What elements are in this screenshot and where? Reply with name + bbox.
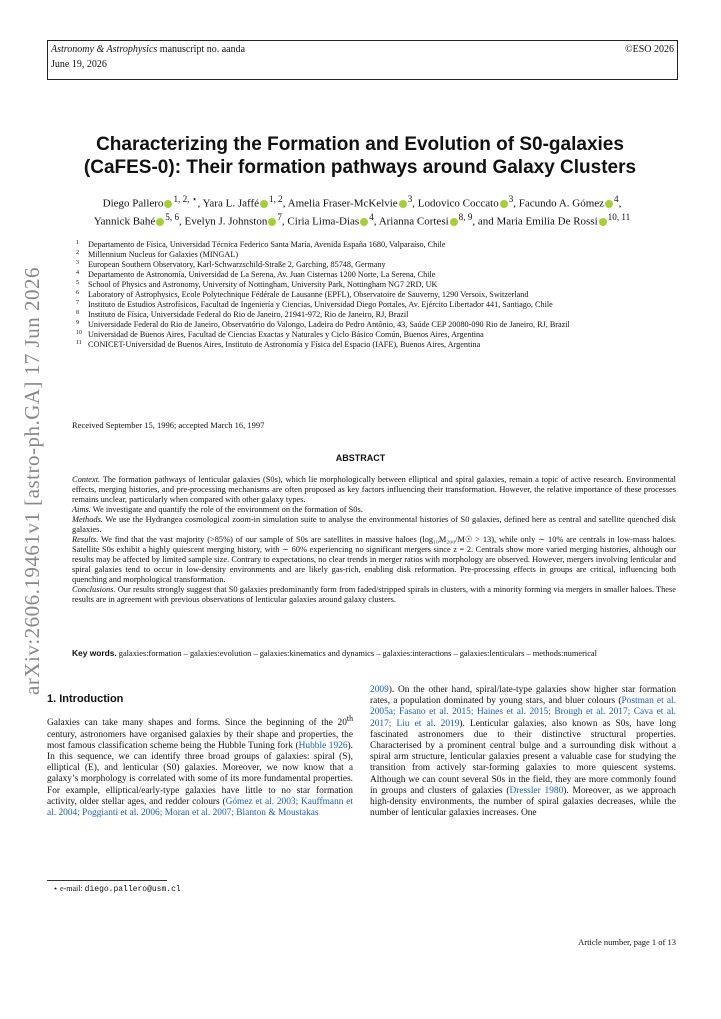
- author-separator: ,: [179, 215, 185, 228]
- affiliation-text: European Southern Observatory, Karl-Schwarzschild-Straße 2, Garching, 85748, Germany: [88, 260, 386, 269]
- author-affiliation-marks: 5, 6: [165, 212, 180, 223]
- citation-link[interactable]: 2009: [370, 685, 389, 695]
- citation-link[interactable]: Postman et al. 2005a; Fasano et al. 2015; Haines et al. 2015; Brough et al. 2017; Cava et al. 2017; Liu et al. 2019: [370, 696, 676, 729]
- journal-line: [51, 44, 245, 55]
- aims-text: We investigate and quantify the role of the environment on the formation of S0s.: [90, 505, 363, 514]
- running-header: [47, 40, 678, 80]
- orcid-icon[interactable]: [599, 218, 607, 226]
- arxiv-id[interactable]: arXiv:2606.19461v1 [astro-ph.GA] 17 Jun 2026: [20, 267, 44, 695]
- author: Ciria Lima-Dias: [287, 215, 360, 228]
- abstract-results: [72, 535, 676, 585]
- author-separator: ,: [618, 197, 622, 210]
- author: Yannick Bahé: [93, 215, 156, 228]
- affiliation-list: [72, 240, 676, 350]
- email-address[interactable]: diego.pallero@usm.cl: [84, 885, 181, 894]
- affiliation-number: 11: [76, 340, 82, 346]
- affiliation-number: 2: [76, 250, 79, 256]
- results-label: Results.: [72, 535, 99, 544]
- intro-left-column: [47, 694, 353, 819]
- affiliation-number: 3: [76, 260, 79, 266]
- methods-label: Methods.: [72, 515, 103, 524]
- affiliation: [72, 330, 676, 340]
- citation-link[interactable]: Dressler 1980: [509, 785, 564, 796]
- author: Lodovico Coccato: [417, 197, 499, 210]
- author-affiliation-marks: 1, 2, ⋆: [173, 194, 198, 204]
- affiliation: [72, 300, 676, 310]
- affiliation: [72, 260, 676, 270]
- author-separator: ,: [513, 197, 519, 210]
- author: Yara L. Jaffé: [202, 197, 259, 210]
- conclusions-label: Conclusions.: [72, 585, 116, 594]
- intro-text: Galaxies can take many shapes and forms. Since the beginning of the 20: [47, 718, 347, 729]
- title-line-1: Characterizing the Formation and Evolution of S0-galaxies: [96, 134, 624, 155]
- abstract-context: [72, 475, 676, 505]
- author-separator: ,: [197, 197, 203, 210]
- page-number: Article number, page 1 of 13: [578, 937, 676, 947]
- author-separator: ,: [281, 215, 288, 228]
- intro-text: ). In this sequence, we can identify three broad groups of galaxies: spiral (S), elliptical (E), and lenticular (S0) galaxies. Moreover, we now know that a galaxy’s morphology is correlated with some of its more fundamental properties. For example, elliptical/early-type galaxies have little to no star formation activity, older stellar ages, and redder colours (: [47, 740, 353, 807]
- author: Diego Pallero: [102, 197, 164, 210]
- author-affiliation-marks: 8, 9: [458, 212, 473, 223]
- citation-link[interactable]: Gómez et al. 2003; Kauffmann et al. 2004; Poggianti et al. 2006; Moran et al. 2007; Blanton & Moustakas: [47, 796, 353, 818]
- orcid-icon[interactable]: [268, 218, 276, 226]
- affiliation-text: Millennium Nucleus for Galaxies (MINGAL): [88, 250, 239, 259]
- author-affiliation-marks: 1, 2: [269, 194, 283, 204]
- orcid-icon[interactable]: [500, 200, 508, 208]
- affiliation-number: 5: [76, 280, 79, 286]
- affiliation: [72, 270, 676, 280]
- footnote: [53, 884, 181, 894]
- affiliation-number: 6: [76, 290, 79, 296]
- footnote-divider: [47, 880, 167, 881]
- received-dates: Received September 15, 1996; accepted March 16, 1997: [72, 420, 265, 430]
- footnote-mark: ⋆: [53, 884, 59, 893]
- author: Arianna Cortesi: [378, 215, 449, 228]
- intro-text: ). Lenticular galaxies, also known as S0s, have long fascinated astronomers due to their distinctive structural properties. Characterised by a prominent central bulge and a surrounding disk without a spiral arm structure, lenticular galaxies present a valuable case for studying the transition from actively star-forming galaxies to more quiescent systems. Although we can count several S0s in the field, they are more commonly found in groups and clusters of galaxies (: [370, 718, 676, 796]
- paper-title: [60, 133, 660, 179]
- affiliation-text: Universidade Federal do Rio de Janeiro, Observatório do Valongo, Ladeira do Pedro Antônio, 43, Saúde CEP 20080-090 Rio de Janeiro, RJ, Brazil: [88, 320, 570, 329]
- orcid-icon[interactable]: [360, 218, 368, 226]
- affiliation: [72, 240, 676, 250]
- keywords-label: Key words.: [72, 648, 117, 658]
- affiliation-text: Instituto de Estudios Astrofísicos, Facultad de Ingeniería y Ciencias, Universidad Diego Portales, Av. Ejército Libertador 441, Santiago, Chile: [88, 300, 553, 309]
- author: Evelyn J. Johnston: [184, 215, 268, 228]
- author-affiliation-marks: 3: [407, 194, 413, 204]
- methods-text: We use the Hydrangea cosmological zoom-in simulation suite to analyse the environmental histories of S0 galaxies, defined here as central and satellite quenched disk galaxies.: [72, 515, 676, 534]
- affiliation-text: Universidad de Buenos Aires, Facultad de Ciencias Exactas y Naturales y Ciclo Básico Común, Buenos Aires, Argentina: [88, 330, 484, 339]
- orcid-icon[interactable]: [156, 218, 164, 226]
- footnote-label: e-mail:: [60, 884, 85, 893]
- abstract-aims: [72, 505, 676, 515]
- author-affiliation-marks: 4: [369, 212, 374, 223]
- author-separator: ,: [282, 197, 288, 210]
- orcid-icon[interactable]: [450, 218, 458, 226]
- affiliation: [72, 320, 676, 330]
- affiliation: [72, 340, 676, 350]
- abstract-methods: [72, 515, 676, 535]
- copyright: ©ESO 2026: [625, 44, 674, 55]
- affiliation-text: Laboratory of Astrophysics, Ecole Polytechnique Fédérale de Lausanne (EPFL), Observatoire de Sauverny, 1290 Versoix, Switzerland: [88, 290, 529, 299]
- affiliation-number: 1: [76, 240, 79, 246]
- orcid-icon[interactable]: [260, 200, 268, 208]
- abstract-conclusions: [72, 585, 676, 605]
- author-list: [48, 193, 676, 229]
- results-text: We find that the vast majority (>85%) of our sample of S0s are satellites in massive haloes (log₁₀M₂₀₀/M☉ > 13), while only ∼ 10% are centrals in low-mass haloes. Satellite S0s exhibit a highly quiescent merging history, with ∼ 60% experiencing no significant mergers since z = 2. Centrals show more varied merging histories, although our results may be affected by limited sample size. Contrary to expectations, no clear trends in merger ratios with morphology are observed. However, mergers involving lenticular and spiral galaxies tend to occur in low-density environments and are likely gas-rich, enabling disk reformation. Pre-processing effects in groups are critical, influencing both quenching and morphological transformation.: [72, 535, 676, 584]
- intro-right-column: [370, 685, 676, 819]
- affiliation-number: 10: [76, 330, 82, 336]
- affiliation-text: Departamento de Física, Universidad Técnica Federico Santa María, Avenida España 1680, Valparaíso, Chile: [88, 240, 446, 249]
- context-label: Context.: [72, 475, 101, 484]
- section-heading: 1. Introduction: [47, 693, 124, 705]
- affiliation: [72, 280, 676, 290]
- author-affiliation-marks: 7: [277, 212, 282, 223]
- author: Amelia Fraser-McKelvie: [287, 197, 398, 210]
- keywords-text: galaxies:formation – galaxies:evolution – galaxies:kinematics and dynamics – galaxies:interactions – galaxies:lenticulars – methods:numerical: [116, 649, 597, 658]
- author-affiliation-marks: 10, 11: [607, 212, 631, 223]
- intro-text: ). On the other hand, spiral/late-type galaxies show higher star formation rates, a population dominated by young stars, and bluer colours (: [370, 685, 676, 707]
- superscript: th: [346, 714, 353, 724]
- intro-text: ). Moreover, as we approach high-density environments, the number of spiral galaxies decreases, while the number of lenticular galaxies increases. One: [370, 785, 676, 819]
- affiliation-text: School of Physics and Astronomy, University of Nottingham, University Park, Nottingham NG7 2RD, UK: [88, 280, 438, 289]
- context-text: The formation pathways of lenticular galaxies (S0s), which lie morphologically between elliptical and spiral galaxies, remain a topic of active research. Environmental effects, merging histories, and pre-processing mechanisms are often proposed as key factors influencing their transformation. However, the relative importance of these processes remains unclear, particularly when compared with other galaxy types.: [72, 475, 676, 504]
- author-separator: ,: [412, 197, 418, 210]
- conclusions-text: Our results strongly suggest that S0 galaxies predominantly form from faded/stripped spirals in clusters, with a minority forming via mergers in smaller haloes. These results are in agreement with previous observations of lenticular galaxies around galaxy clusters.: [72, 585, 676, 604]
- header-date: June 19, 2026: [51, 59, 107, 70]
- affiliation-number: 8: [76, 310, 79, 316]
- orcid-icon[interactable]: [164, 200, 172, 208]
- author-affiliation-marks: 3: [508, 194, 514, 204]
- affiliation-number: 4: [76, 270, 79, 276]
- author-separator: ,: [373, 215, 379, 228]
- title-line-2: (CaFES-0): Their formation pathways around Galaxy Clusters: [83, 157, 637, 178]
- aims-label: Aims.: [72, 505, 91, 514]
- affiliation: [72, 250, 676, 260]
- citation-link[interactable]: Hubble 1926: [298, 740, 348, 751]
- intro-text: century, astronomers have organised galaxies by their shape and properties, the most famous classification scheme being the Hubble Tuning fork (: [47, 729, 353, 751]
- journal-name: Astronomy & Astrophysics: [51, 44, 158, 55]
- affiliation-number: 9: [76, 320, 79, 326]
- affiliation-number: 7: [76, 300, 79, 306]
- affiliation: [72, 290, 676, 300]
- abstract-body: [72, 475, 676, 605]
- keywords: [72, 648, 676, 659]
- orcid-icon[interactable]: [399, 200, 407, 208]
- affiliation-text: Departamento de Astronomía, Universidad de La Serena, Av. Juan Cisternas 1200 Norte, La Serena, Chile: [88, 270, 436, 279]
- affiliation-text: Instituto de Física, Universidade Federal do Rio de Janeiro, 21941-972, Rio de Janeiro, RJ, Brazil: [88, 310, 409, 319]
- orcid-icon[interactable]: [605, 200, 613, 208]
- intro-paragraph-left: [47, 713, 353, 819]
- author: Facundo A. Gómez: [518, 197, 605, 210]
- author-separator: , and: [472, 215, 497, 228]
- affiliation: [72, 310, 676, 320]
- author-affiliation-marks: 4: [614, 194, 619, 204]
- affiliation-text: CONICET-Universidad de Buenos Aires, Instituto de Astronomía y Física del Espacio (IAFE), Buenos Aires, Argentina: [88, 340, 481, 349]
- arxiv-stamp: [0, 240, 44, 700]
- abstract-heading: ABSTRACT: [335, 453, 386, 463]
- manuscript-number: manuscript no. aanda: [159, 44, 246, 55]
- author: Maria Emilia De Rossi: [496, 215, 598, 228]
